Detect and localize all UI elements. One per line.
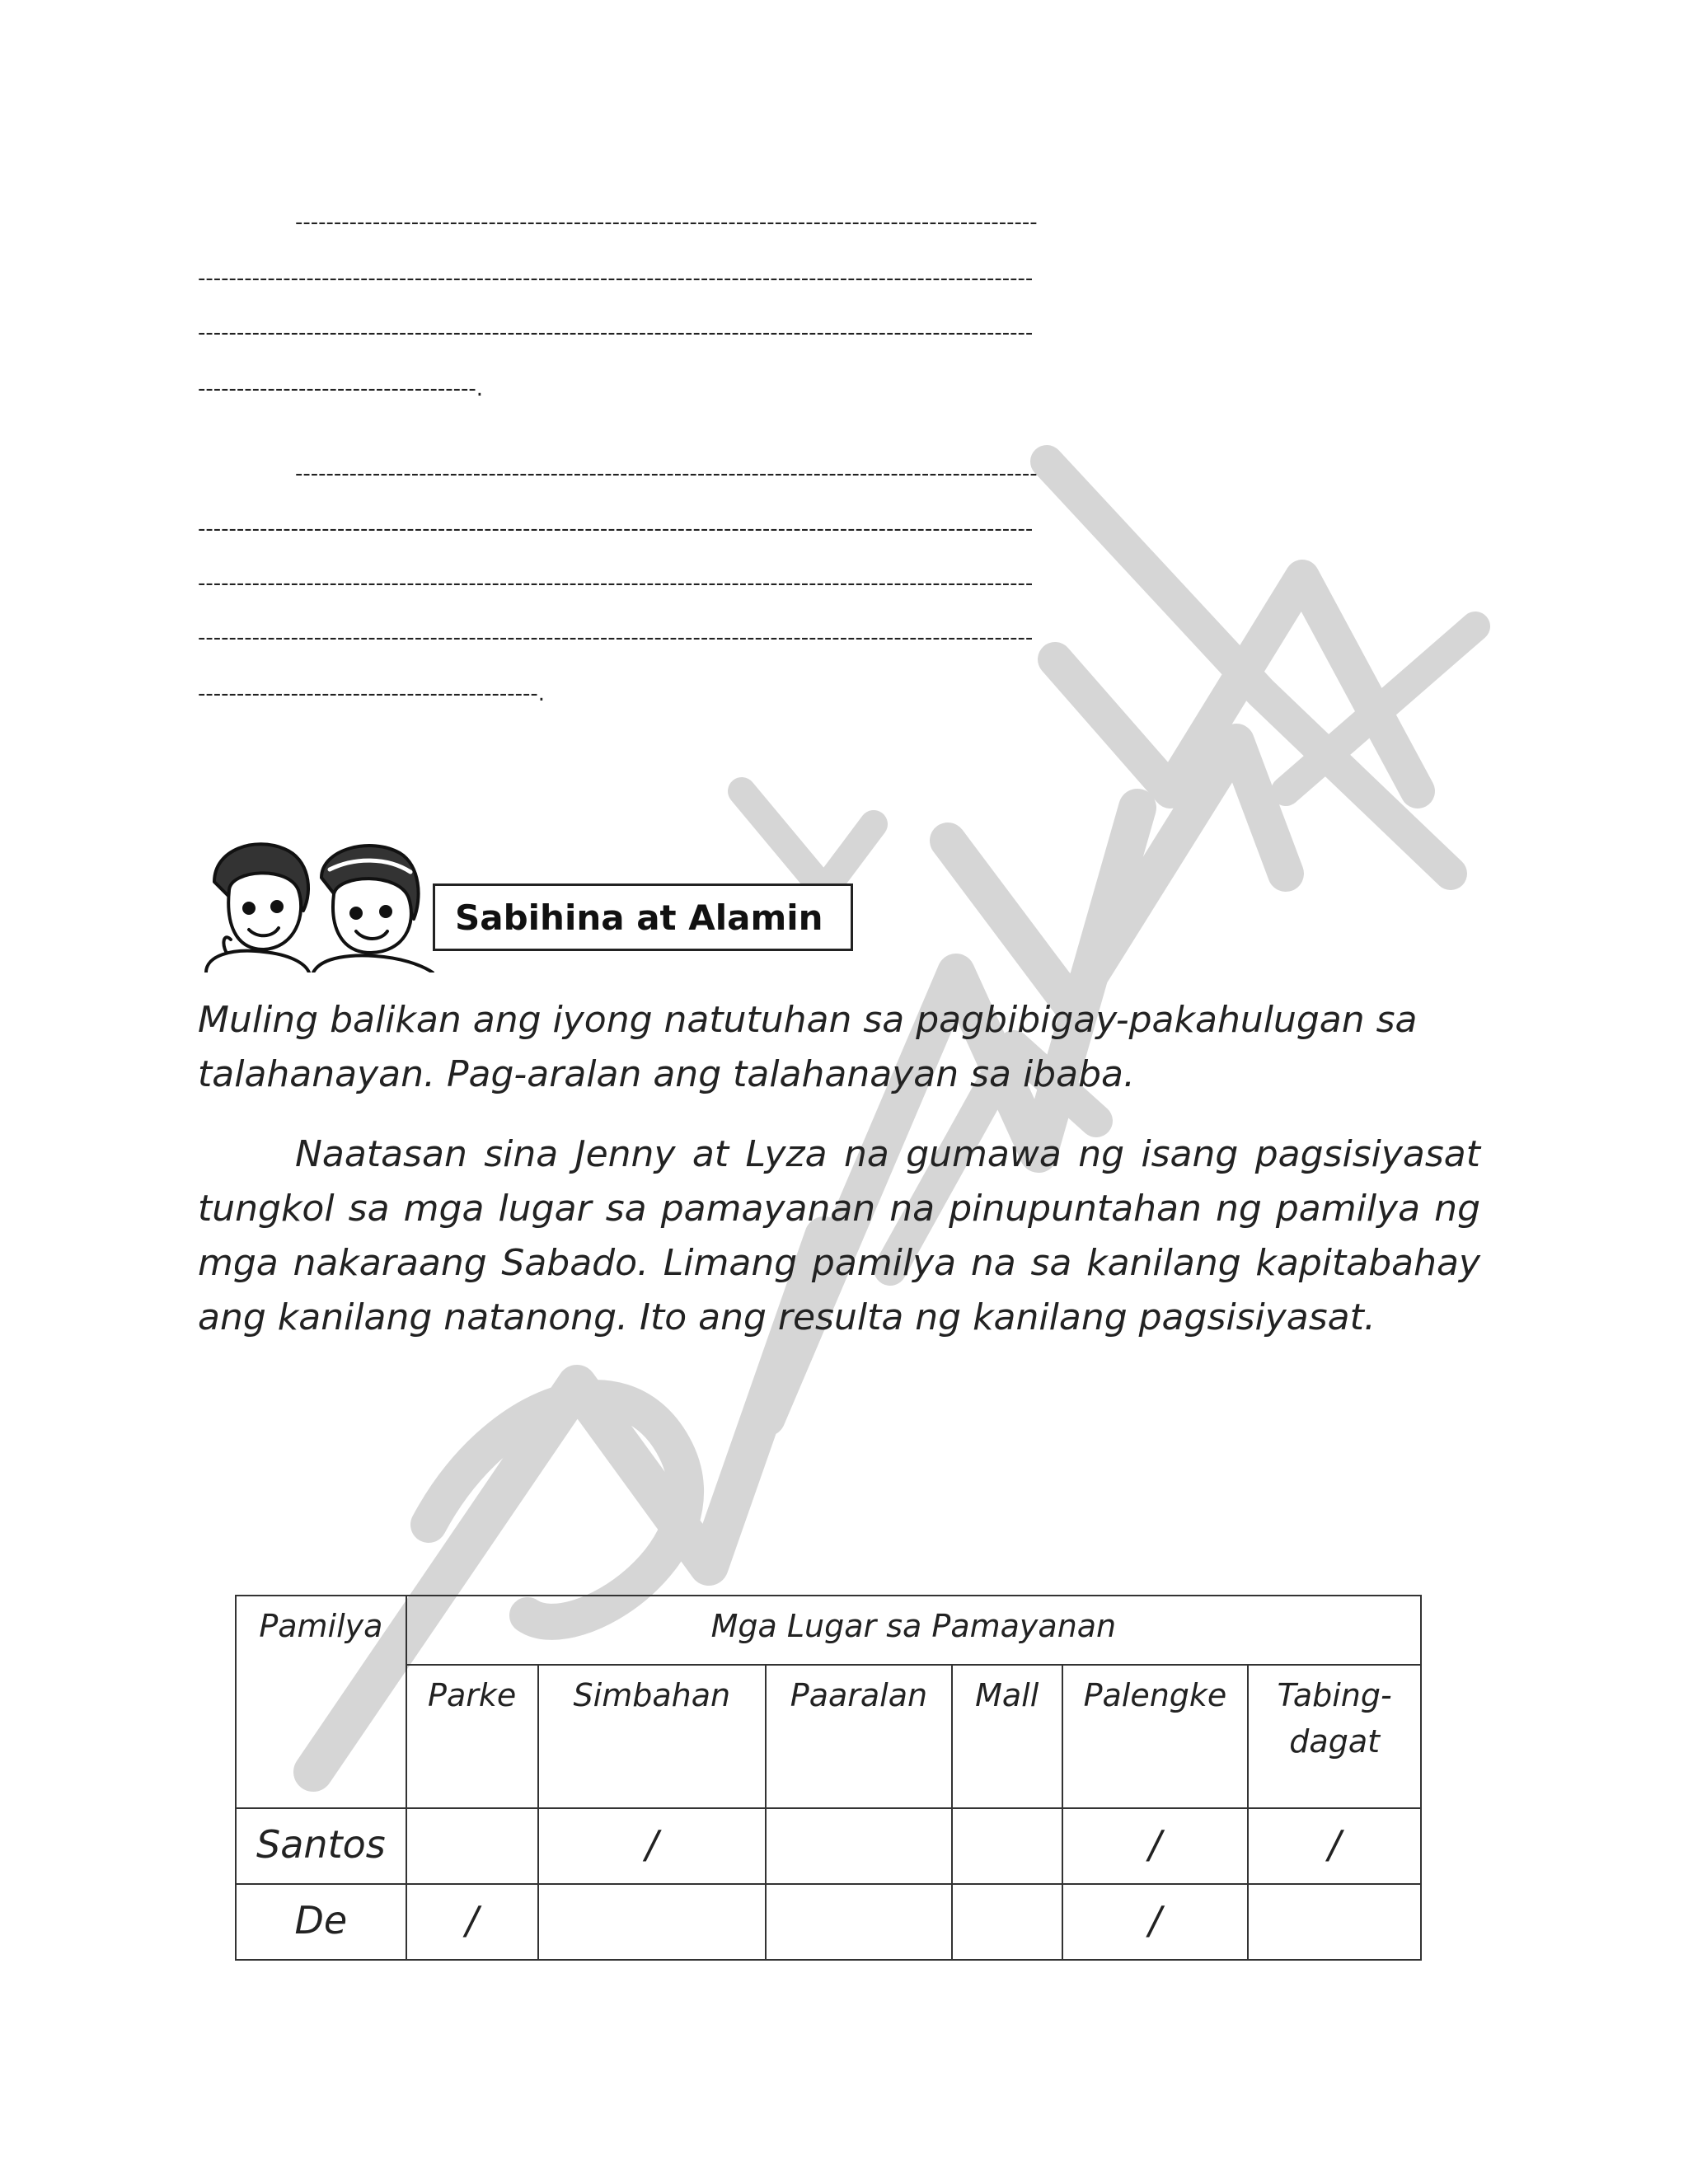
family-name-cell: De bbox=[236, 1884, 406, 1960]
places-group-header: Mga Lugar sa Pamayanan bbox=[406, 1596, 1421, 1665]
table-row bbox=[236, 1884, 1421, 1960]
table-cell: / bbox=[1248, 1808, 1421, 1884]
place-header-simbahan: Simbahan bbox=[538, 1665, 767, 1808]
table-cell: / bbox=[538, 1808, 767, 1884]
intro-paragraph: Muling balikan ang iyong natutuhan sa pagbibigay-pakahulugan sa talahanayan. Pag-aralan ang talahanayan sa ibaba. bbox=[198, 999, 1418, 1095]
table-cell bbox=[766, 1884, 952, 1960]
section-title-box bbox=[433, 883, 853, 951]
table-cell bbox=[952, 1808, 1062, 1884]
table-cell: / bbox=[406, 1884, 538, 1960]
place-header-palengke: Palengke bbox=[1062, 1665, 1249, 1808]
table-cell: / bbox=[1062, 1808, 1249, 1884]
section-header bbox=[198, 832, 857, 972]
place-header-parke: Parke bbox=[406, 1665, 538, 1808]
place-header-paaralan: Paaralan bbox=[766, 1665, 952, 1808]
table-cell bbox=[538, 1884, 767, 1960]
story-paragraph: Naatasan sina Jenny at Lyza na gumawa ng isang pagsisiyasat tungkol sa mga lugar sa pamayanan na pinupuntahan ng pamilya ng mga nakaraang Sabado. Limang pamilya na sa kanilang kapitabahay ang kanilang natanong. Ito ang resulta ng kanilang pagsisiyasat. bbox=[198, 1133, 1480, 1338]
answer-line: --------------------------------------------. bbox=[198, 682, 546, 706]
answer-line: ------------------------------------------------------------------------------------------------------------ bbox=[198, 571, 1034, 596]
answer-line: ------------------------------------------------------------------------------------------------------------ bbox=[198, 266, 1034, 291]
place-header-tabing-dagat: Tabing-dagat bbox=[1248, 1665, 1421, 1808]
table-cell bbox=[952, 1884, 1062, 1960]
family-column-header: Pamilya bbox=[236, 1596, 406, 1808]
answer-line: ------------------------------------------------------------------------------------------------------------ bbox=[198, 321, 1034, 345]
answer-line: ------------------------------------------------------------------------------------------------------------ bbox=[198, 517, 1034, 541]
answer-line: ------------------------------------------------------------------------------------------------ bbox=[295, 210, 1038, 235]
survey-table bbox=[235, 1595, 1422, 1961]
table-cell bbox=[766, 1808, 952, 1884]
table-cell: / bbox=[1062, 1884, 1249, 1960]
table-cell bbox=[1248, 1884, 1421, 1960]
table-row bbox=[236, 1808, 1421, 1884]
section-title: Sabihina at Alamin bbox=[455, 898, 823, 938]
family-name-cell: Santos bbox=[236, 1808, 406, 1884]
answer-line: ------------------------------------------------------------------------------------------------------------ bbox=[198, 626, 1034, 650]
two-children-talking-icon bbox=[198, 832, 437, 972]
answer-line: ------------------------------------. bbox=[198, 377, 484, 401]
place-header-mall: Mall bbox=[952, 1665, 1062, 1808]
answer-line: ------------------------------------------------------------------------------------------------ bbox=[295, 462, 1038, 486]
table-cell bbox=[406, 1808, 538, 1884]
